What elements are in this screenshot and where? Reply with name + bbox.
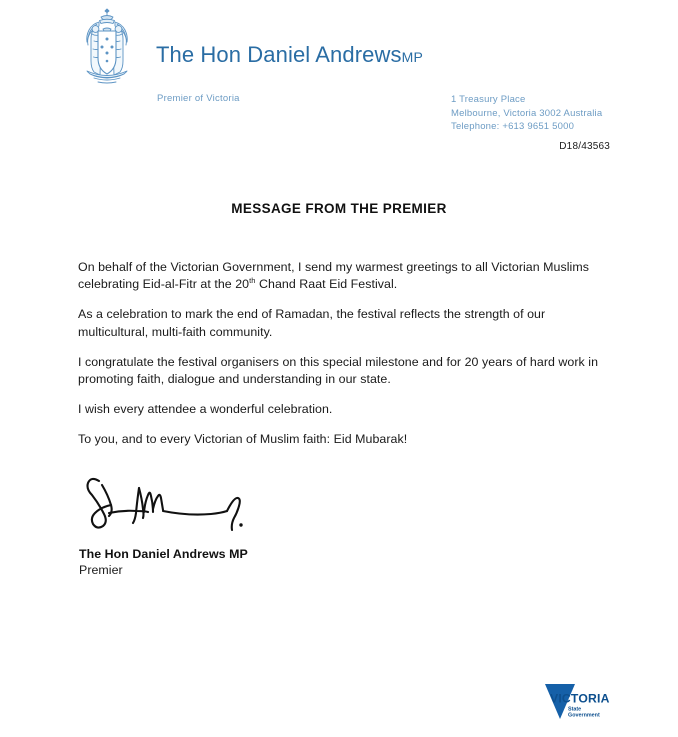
paragraph-text-after: Chand Raat Eid Festival. [255, 277, 398, 292]
svg-text:Government: Government [568, 712, 600, 719]
body-paragraph [78, 354, 602, 388]
letter-body [78, 259, 602, 449]
document-reference-number: D18/43563 [559, 141, 610, 152]
paragraph-text-before: On behalf of the Victorian Government, I send my warmest greetings to all Victorian Muslims celebrating Eid-al-Fitr at the 20 [78, 260, 589, 292]
victoria-coat-of-arms-icon [74, 8, 140, 88]
svg-text:State: State [568, 706, 582, 713]
document-heading: MESSAGE FROM THE PREMIER [231, 201, 447, 216]
handwritten-signature-icon [78, 468, 308, 543]
page-title [156, 44, 423, 66]
letterhead [0, 0, 678, 170]
body-paragraph [78, 431, 602, 448]
masthead-title-main: The Hon Daniel Andrews [156, 42, 402, 67]
masthead-title-suffix: MP [401, 49, 424, 65]
svg-text:VICTORIA: VICTORIA [550, 691, 610, 706]
contact-address-block [451, 93, 602, 134]
premier-role-label: Premier of Victoria [157, 93, 240, 104]
body-paragraph [78, 259, 602, 293]
paragraph-text-before: I congratulate the festival organisers on this special milestone and for 20 years of hard work in promoting faith, dialogue and understanding in our state. [78, 354, 599, 387]
signoff-role: Premier [79, 563, 123, 577]
paragraph-text-before: I wish every attendee a wonderful celebration. [78, 402, 333, 417]
paragraph-text-before: As a celebration to mark the end of Ramadan, the festival reflects the strength of our multicultural, multi-faith community. [78, 307, 546, 339]
address-line-telephone: Telephone: +613 9651 5000 [451, 121, 575, 132]
signoff-name: The Hon Daniel Andrews MP [79, 547, 248, 561]
paragraph-superscript: th [249, 276, 256, 286]
body-paragraph [78, 401, 602, 418]
victoria-state-government-logo-icon [541, 681, 613, 723]
body-paragraph [78, 306, 602, 340]
paragraph-text-before: To you, and to every Victorian of Muslim faith: Eid Mubarak! [78, 432, 408, 447]
address-line-city: Melbourne, Victoria 3002 Australia [451, 107, 603, 119]
address-line-street: 1 Treasury Place [451, 94, 526, 105]
signoff-block [79, 546, 248, 578]
